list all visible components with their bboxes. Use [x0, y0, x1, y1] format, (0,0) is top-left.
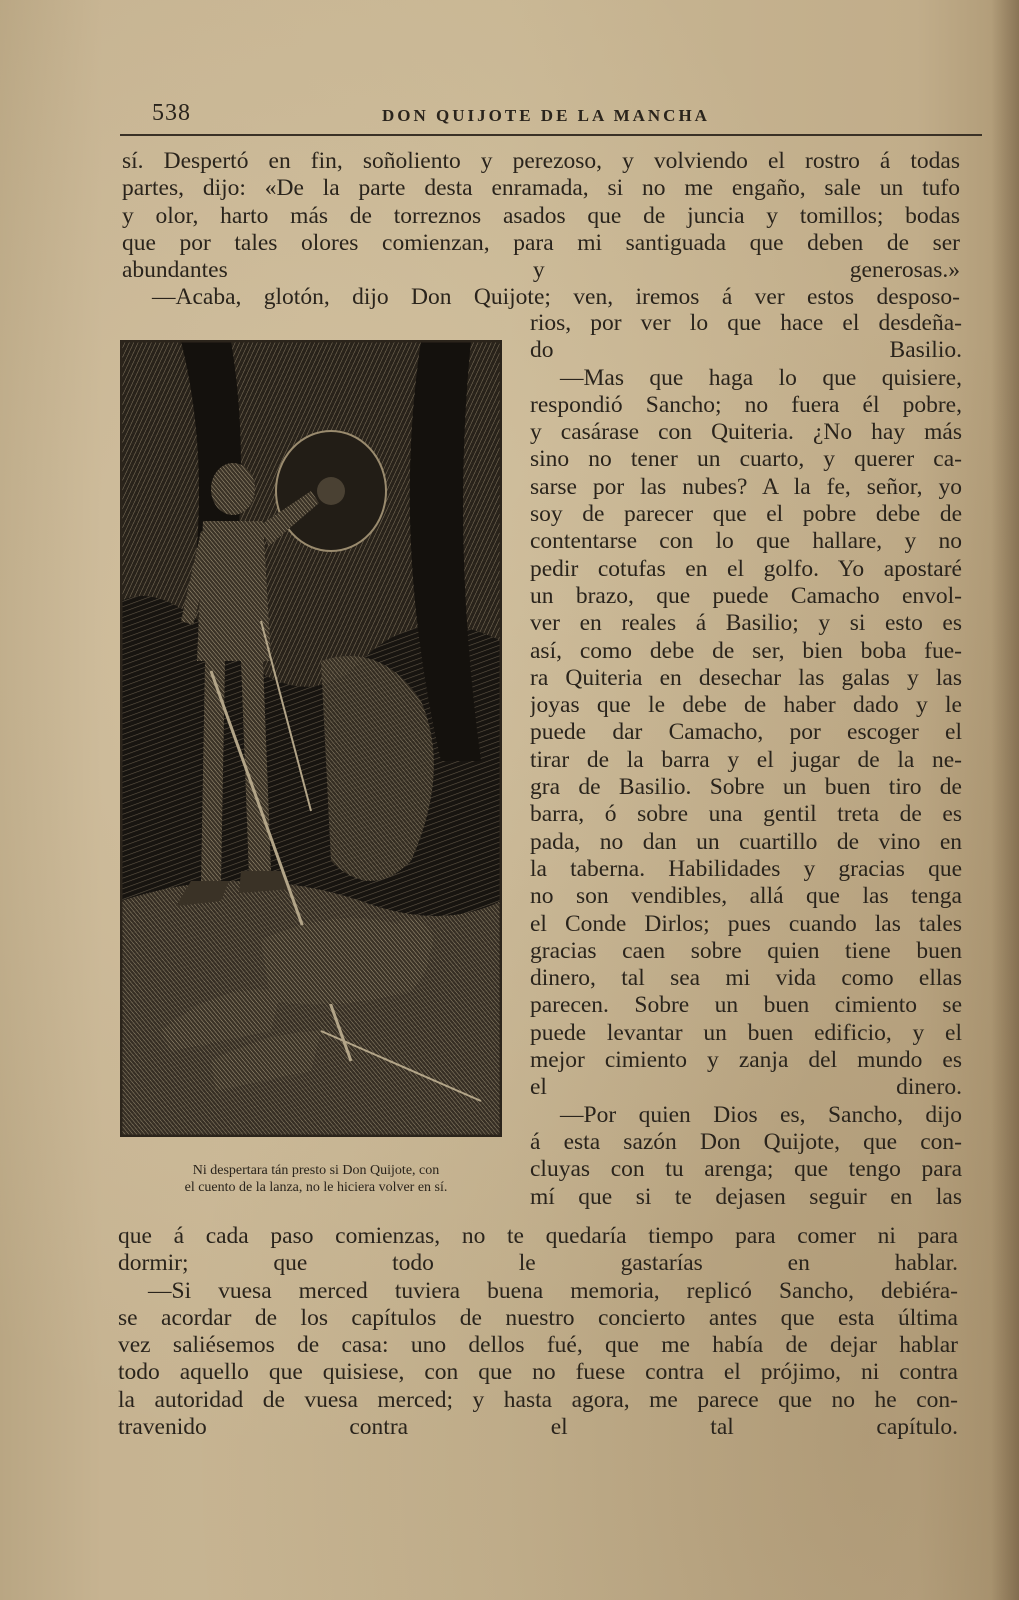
- figure-caption: [120, 1162, 512, 1196]
- text-line: un brazo, que puede Camacho envol-: [530, 582, 962, 609]
- top-paragraphs: [122, 148, 960, 312]
- text-line: barra, ó sobre una gentil treta de es: [530, 801, 962, 828]
- text-line: abundantes y generosas.»: [122, 257, 960, 284]
- text-line: el dinero.: [530, 1074, 962, 1101]
- text-line: así, como debe de ser, bien boba fue-: [530, 637, 962, 664]
- text-line: que á cada paso comienzas, no te quedaría tiempo para comer ni para: [118, 1223, 958, 1249]
- text-line: á esta sazón Don Quijote, que con-: [530, 1128, 962, 1155]
- text-line: mí que si te dejasen seguir en las: [530, 1183, 962, 1210]
- page-header: [120, 100, 982, 140]
- text-line: todo aquello que quisiese, con que no fuese contra el prójimo, ni contra: [118, 1359, 958, 1386]
- page-edge-shadow: [991, 0, 1019, 1600]
- header-rule: [120, 134, 982, 136]
- text-line: —Acaba, glotón, dijo Don Quijote; ven, iremos á ver estos desposo-: [152, 284, 960, 311]
- text-line: ver en reales á Basilio; y si esto es: [530, 610, 962, 637]
- page-number: 538: [152, 100, 191, 126]
- text-line: gracias caen sobre quien tiene buen: [530, 937, 962, 964]
- text-line: no son vendibles, allá que las tenga: [530, 883, 962, 910]
- text-line: pedir cotufas en el golfo. Yo apostaré: [530, 555, 962, 582]
- text-line: —Si vuesa merced tuviera buena memoria, replicó Sancho, debiéra-: [148, 1277, 958, 1304]
- text-line: parecen. Sobre un buen cimiento se: [530, 992, 962, 1019]
- caption-line: el cuento de la lanza, no le hiciera volver en sí.: [184, 1180, 448, 1195]
- text-line: —Por quien Dios es, Sancho, dijo: [560, 1101, 962, 1128]
- text-line: que por tales olores comienzan, para mi santiguada que deben de ser: [122, 229, 960, 256]
- text-line: mejor cimiento y zanja del mundo es: [530, 1047, 962, 1074]
- text-line: joyas que le debe de haber dado y le: [530, 692, 962, 719]
- text-line: la autoridad de vuesa merced; y hasta agora, me parece que no he con-: [118, 1386, 958, 1413]
- text-line: dinero, tal sea mi vida como ellas: [530, 965, 962, 992]
- text-line: —Mas que haga lo que quisiere,: [560, 364, 962, 391]
- text-line: la taberna. Habilidades y gracias que: [530, 855, 962, 882]
- text-line: rios, por ver lo que hace el desdeña-: [530, 310, 962, 336]
- text-line: puede dar Camacho, por escoger el: [530, 719, 962, 746]
- text-line: pada, no dan un cuartillo de vino en: [530, 828, 962, 855]
- text-line: travenido contra el tal capítulo.: [118, 1414, 958, 1441]
- text-line: dormir; que todo le gastarías en hablar.: [118, 1250, 958, 1277]
- bottom-paragraphs: [118, 1223, 958, 1441]
- text-line: do Basilio.: [530, 337, 962, 364]
- text-line: el Conde Dirlos; pues cuando las tales: [530, 910, 962, 937]
- engraving-illustration: [120, 340, 502, 1137]
- text-line: sino no tener un cuarto, y querer ca-: [530, 446, 962, 473]
- text-line: se acordar de los capítulos de nuestro concierto antes que esta última: [118, 1304, 958, 1331]
- text-line: partes, dijo: «De la parte desta enramada, si no me engaño, sale un tufo: [122, 175, 960, 202]
- text-line: sí. Despertó en fin, soñoliento y perezoso, y volviendo el rostro á todas: [122, 148, 960, 174]
- caption-line: Ni despertara tán presto si Don Quijote, con: [192, 1163, 440, 1178]
- text-line: sarse por las nubes? A la fe, señor, yo: [530, 473, 962, 500]
- text-line: contentarse con lo que hallare, y no: [530, 528, 962, 555]
- text-line: tirar de la barra y el jugar de la ne-: [530, 746, 962, 773]
- engraving-image: [121, 341, 501, 1136]
- text-line: y olor, harto más de torreznos asados que de juncia y tomillos; bodas: [122, 202, 960, 229]
- running-title: DON QUIJOTE DE LA MANCHA: [382, 106, 710, 125]
- text-line: y casárase con Quiteria. ¿No hay más: [530, 419, 962, 446]
- text-line: respondió Sancho; no fuera él pobre,: [530, 391, 962, 418]
- text-line: vez saliésemos de casa: uno dellos fué, que me había de dejar hablar: [118, 1332, 958, 1359]
- text-line: puede levantar un buen edificio, y el: [530, 1019, 962, 1046]
- text-line: soy de parecer que el pobre debe de: [530, 501, 962, 528]
- text-line: ra Quiteria en desechar las galas y las: [530, 664, 962, 691]
- right-column-text: [530, 310, 962, 1211]
- text-line: gra de Basilio. Sobre un buen tiro de: [530, 774, 962, 801]
- text-line: cluyas con tu arenga; que tengo para: [530, 1156, 962, 1183]
